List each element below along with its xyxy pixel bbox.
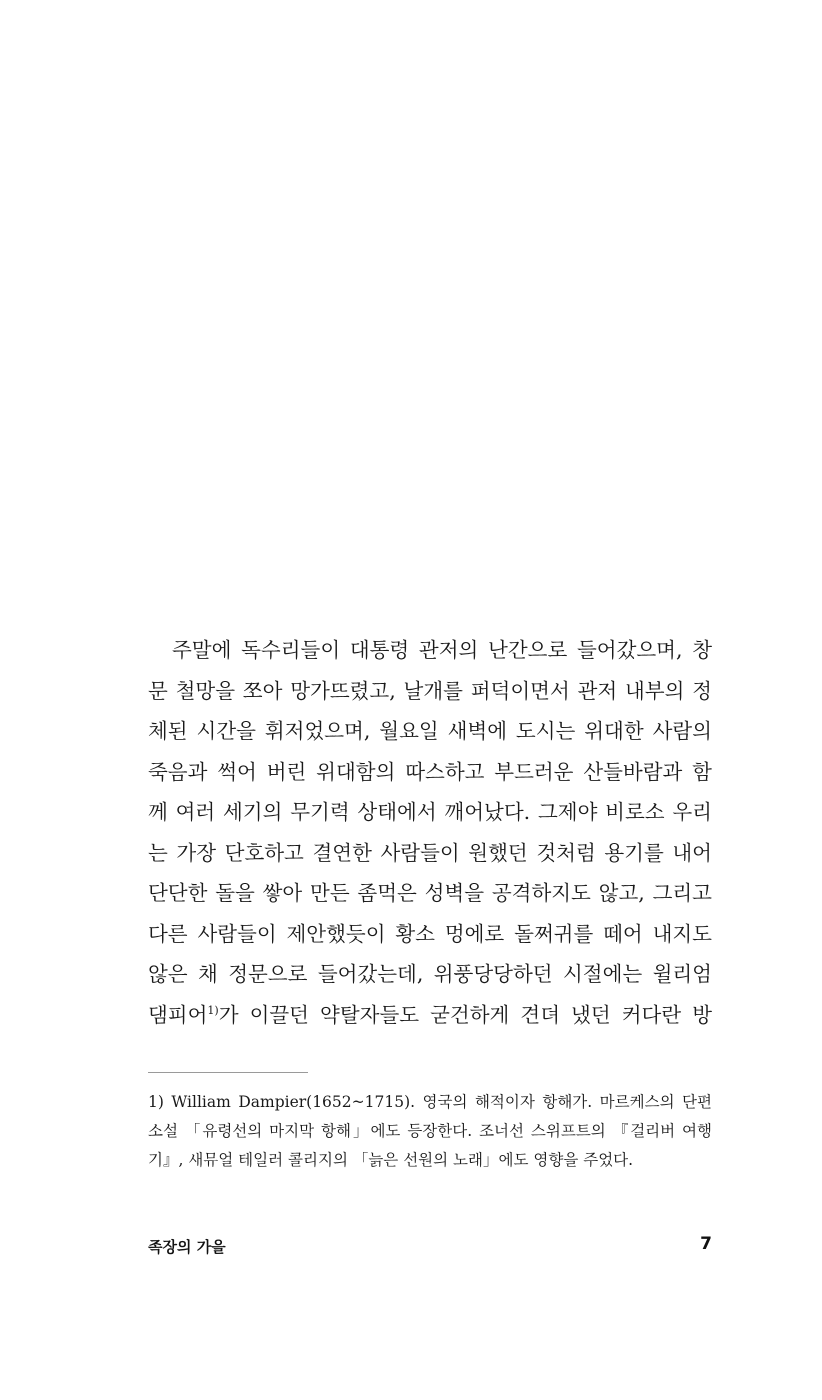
body-line: 께 여러 세기의 무기력 상태에서 깨어났다. 그제야 비로소 우리 — [148, 800, 712, 824]
footnote-line: 1) William Dampier(1652~1715). 영국의 해적이자 항해가. 마르케스의 단편 — [148, 1093, 712, 1111]
body-line: 주말에 독수리들이 대통령 관저의 난간으로 들어갔으며, 창 — [172, 638, 712, 662]
body-line: 체된 시간을 휘저었으며, 월요일 새벽에 도시는 위대한 사람의 — [148, 719, 712, 743]
body-line: 문 철망을 쪼아 망가뜨렸고, 날개를 퍼덕이면서 관저 내부의 정 — [148, 678, 712, 703]
body-line: 는 가장 단호하고 결연한 사람들이 원했던 것처럼 용기를 내어 — [148, 840, 712, 865]
running-title: 족장의 가을 — [148, 1238, 226, 1256]
footnote — [148, 1088, 712, 1175]
body-line-last-end: 가 이끌던 약탈자들도 굳건하게 견뎌 냈던 커다란 방 — [218, 1002, 712, 1027]
footnote-line: 소설 「유령선의 마지막 항해」에도 등장한다. 조너선 스위프트의 『걸리버 여행 — [148, 1122, 712, 1140]
footnote-reference[interactable]: 1) — [207, 1003, 219, 1017]
body-line: 죽음과 썩어 버린 위대함의 따스하고 부드러운 산들바람과 함 — [148, 759, 712, 784]
body-line: 단단한 돌을 쌓아 만든 좀먹은 성벽을 공격하지도 않고, 그리고 — [148, 881, 712, 905]
body-line: 않은 채 정문으로 들어갔는데, 위풍당당하던 시절에는 윌리엄 — [148, 962, 712, 986]
body-line-last-start: 댐피어 — [148, 1002, 208, 1027]
footnote-line: 기』, 새뮤얼 테일러 콜리지의 「늙은 선원의 노래」에도 영향을 주었다. — [148, 1151, 634, 1169]
body-line-last — [148, 995, 712, 1036]
page-number: 7 — [700, 1234, 712, 1254]
body-text — [148, 630, 712, 1035]
footnote-divider — [148, 1072, 308, 1073]
body-line: 다른 사람들이 제안했듯이 황소 멍에로 돌쩌귀를 떼어 내지도 — [148, 921, 712, 946]
